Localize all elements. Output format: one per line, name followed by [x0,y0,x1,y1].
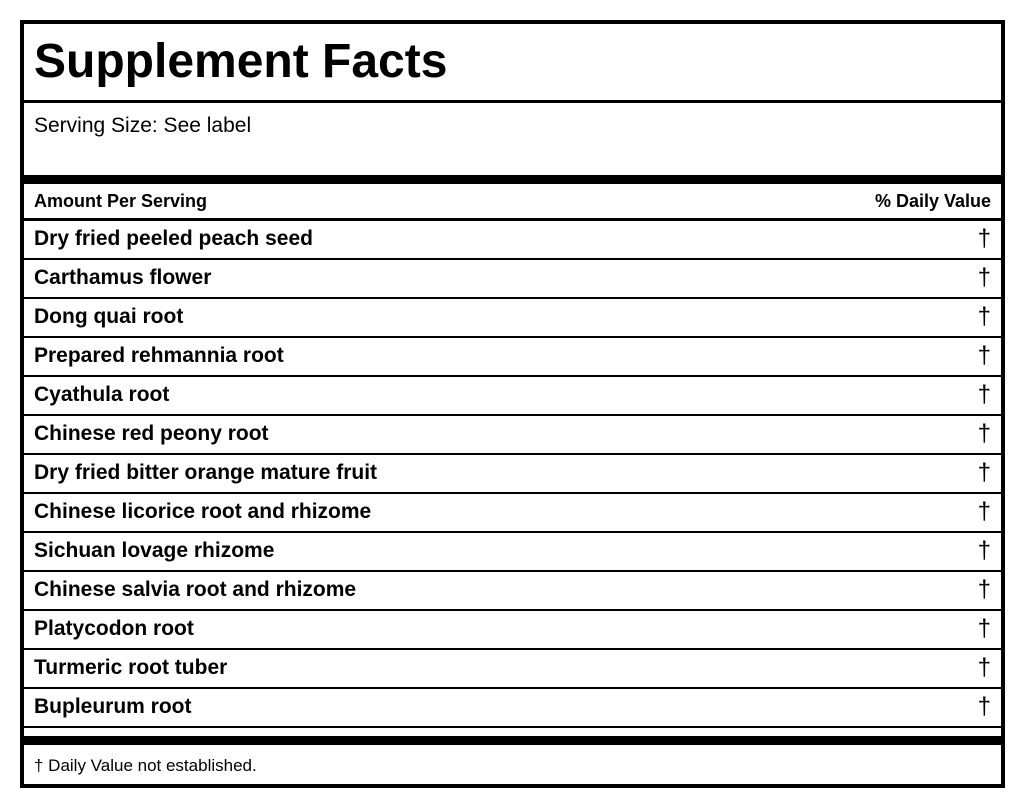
ingredient-daily-value: † [977,303,991,330]
ingredient-daily-value: † [977,693,991,720]
ingredient-name: Chinese licorice root and rhizome [34,500,372,523]
serving-size-text: Serving Size: See label [34,114,252,137]
ingredient-row [24,416,1001,455]
ingredient-row [24,260,1001,299]
ingredient-row [24,689,1001,728]
ingredient-daily-value: † [977,576,991,603]
ingredient-row [24,221,1001,260]
supplement-facts-label [20,20,1005,788]
ingredient-name: Platycodon root [34,617,194,640]
ingredient-name: Cyathula root [34,383,170,406]
ingredient-row [24,533,1001,572]
ingredient-daily-value: † [977,537,991,564]
ingredient-name: Carthamus flower [34,266,212,289]
ingredient-daily-value: † [977,459,991,486]
ingredient-name: Chinese red peony root [34,422,269,445]
ingredient-row [24,494,1001,533]
amount-per-serving-header: Amount Per Serving [34,191,208,211]
ingredient-daily-value: † [977,615,991,642]
thick-divider-top [24,175,1001,184]
daily-value-header: % Daily Value [874,191,991,211]
thick-divider-bottom [24,736,1001,745]
label-title: Supplement Facts [34,35,448,88]
ingredient-list [24,221,1001,728]
ingredient-name: Sichuan lovage rhizome [34,539,275,562]
column-header-row [24,184,1001,221]
ingredient-name: Dong quai root [34,305,184,328]
ingredient-row [24,572,1001,611]
ingredient-name: Turmeric root tuber [34,656,228,679]
ingredient-name: Dry fried bitter orange mature fruit [34,461,378,484]
footnote: † Daily Value not established. [34,756,257,775]
ingredient-daily-value: † [977,225,991,252]
ingredient-row [24,611,1001,650]
ingredient-daily-value: † [977,342,991,369]
ingredient-row [24,338,1001,377]
ingredient-name: Dry fried peeled peach seed [34,227,313,250]
ingredient-daily-value: † [977,654,991,681]
ingredient-daily-value: † [977,498,991,525]
serving-size-row [24,103,1001,175]
ingredient-row [24,377,1001,416]
ingredient-name: Chinese salvia root and rhizome [34,578,357,601]
title-row [24,24,1001,103]
ingredient-row [24,650,1001,689]
ingredient-daily-value: † [977,420,991,447]
ingredient-name: Prepared rehmannia root [34,344,284,367]
ingredient-daily-value: † [977,381,991,408]
ingredient-daily-value: † [977,264,991,291]
ingredient-row [24,299,1001,338]
ingredient-row [24,455,1001,494]
ingredient-name: Bupleurum root [34,695,192,718]
